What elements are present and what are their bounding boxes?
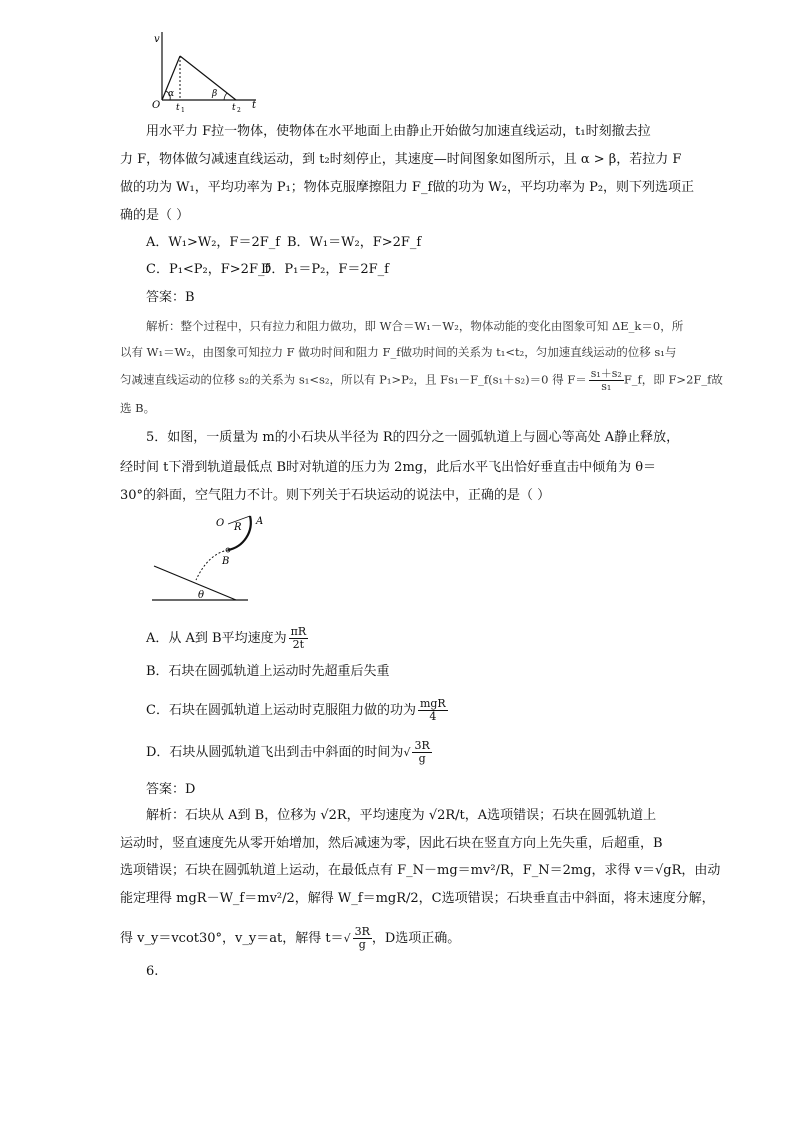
axis-t-label: t [252,100,257,111]
q4-line-3: 做的功为 W₁，平均功率为 P₁；物体克服摩擦阻力 F_f做的功为 W₂，平均功率为 P₂，则下列选项正 [120,180,695,195]
q5-explanation-4: 能定理得 mgR－W_f＝mv²/2，解得 W_f＝mgR/2，C选项错误；石块垂直击中斜面，将末速度分解， [120,891,715,906]
q5-line-3: 30°的斜面，空气阻力不计。则下列关于石块运动的说法中，正确的是（ ） [120,488,551,503]
q5-option-d [146,740,432,765]
q4-line-4: 确的是（ ） [120,208,190,223]
q5-option-c-text: C．石块在圆弧轨道上运动时克服阻力做的功为 [146,703,416,718]
point-b-label: B [222,556,230,567]
q6-label: 6. [146,964,159,979]
time-fraction [353,926,372,951]
q4-explanation-2: 以有 W₁＝W₂，由图象可知拉力 F 做功时间和阻力 F_f做功时间的关系为 t₁<t₂，匀加速直线运动的位移 s₁与 [120,345,677,359]
q4-explanation-4: 选 B。 [120,401,156,415]
force-fraction [589,368,624,393]
point-a-label: A [256,516,264,527]
q5-explanation-5b: ，D选项正确。 [371,931,461,946]
q4-explanation-3a: 匀减速直线运动的位移 s₂的关系为 s₁<s₂，所以有 P₁>P₂，且 Fs₁－F_f(s₁＋s₂)＝0 得 F＝ [120,372,587,387]
work-fraction [418,698,448,723]
theta-label: θ [198,590,205,601]
fraction-den: 2t [292,638,305,651]
q5-explanation-5a: 得 v_y＝vcot30°，v_y＝at，解得 t＝ [120,931,344,946]
t2-sub: 2 [237,107,241,112]
fraction-den: g [418,752,426,765]
q5-answer: 答案：D [146,782,196,797]
q4-option-d: D．P₁＝P₂，F＝2F_f [261,262,389,277]
q4-explanation-3 [120,368,723,393]
t1-label: t [176,103,180,112]
fraction-num: mgR [419,697,446,710]
q5-option-a [146,626,308,651]
t2-label: t [232,103,236,112]
avg-speed-fraction [289,626,309,651]
q4-option-c: C．P₁<P₂，F>2F_f [146,262,270,277]
beta-label: β [212,89,218,99]
q4-option-a: A．W₁>W₂，F＝2F_f [146,235,281,250]
sqrt-sign-icon: √ [403,745,411,759]
q5-line-1: 5．如图，一质量为 m的小石块从半径为 R的四分之一圆弧轨道上与圆心等高处 A静止释放， [146,430,680,445]
q5-explanation-1: 解析：石块从 A到 B，位移为 √2R，平均速度为 √2R/t，A选项错误；石块在圆弧轨道上 [146,808,657,823]
q5-option-a-text: A．从 A到 B平均速度为 [146,631,287,646]
fraction-num: 3R [354,925,370,938]
q5-option-d-text: D．石块从圆弧轨道飞出到击中斜面的时间为 [146,745,404,760]
sqrt-sign-icon: √ [343,931,351,945]
radius-label: R [234,522,242,533]
origin-label: O [152,100,161,111]
q5-explanation-5 [120,926,460,951]
fraction-num: 3R [414,739,430,752]
t1-sub: 1 [181,107,185,112]
arc-incline-figure [148,510,278,606]
vt-graph [148,28,268,112]
fraction-den: s₁ [601,380,612,393]
fraction-den: 4 [429,710,437,723]
q4-explanation-1: 解析：整个过程中，只有拉力和阻力做功，即 W合＝W₁－W₂，物体动能的变化由图象可知 ΔE_k＝0，所 [146,319,684,333]
q4-line-2: 力 F，物体做匀减速直线运动，到 t₂时刻停止，其速度—时间图象如图所示，且 α > β，若拉力 F [120,152,682,167]
q5-option-b: B．石块在圆弧轨道上运动时先超重后失重 [146,664,390,679]
q4-explanation-3b: F_f，即 F>2F_f故 [623,372,723,387]
q4-option-b: B．W₁＝W₂，F>2F_f [287,235,422,250]
fraction-num: s₁＋s₂ [590,367,622,380]
fraction-num: πR [290,625,307,638]
axis-v-label: v [154,34,160,45]
q5-line-2: 经时间 t下滑到轨道最低点 B时对轨道的压力为 2mg，此后水平飞出恰好垂直击中倾角为 θ＝ [120,460,657,475]
q5-option-c [146,698,448,723]
q5-explanation-2: 运动时，竖直速度先从零开始增加，然后减速为零，因此石块在竖直方向上先失重，后超重，B [120,836,663,851]
alpha-label: α [168,89,175,99]
fraction-den: g [358,938,366,951]
q4-answer: 答案：B [146,290,195,305]
q5-explanation-3: 选项错误；石块在圆弧轨道上运动，在最低点有 F_N－mg＝mv²/R，F_N＝2mg，求得 v＝√gR，由动 [120,863,721,878]
point-o-label: O [216,518,225,529]
q4-line-1: 用水平力 F拉一物体，使物体在水平地面上由静止开始做匀加速直线运动，t₁时刻撤去拉 [146,124,651,139]
time-fraction [412,740,431,765]
